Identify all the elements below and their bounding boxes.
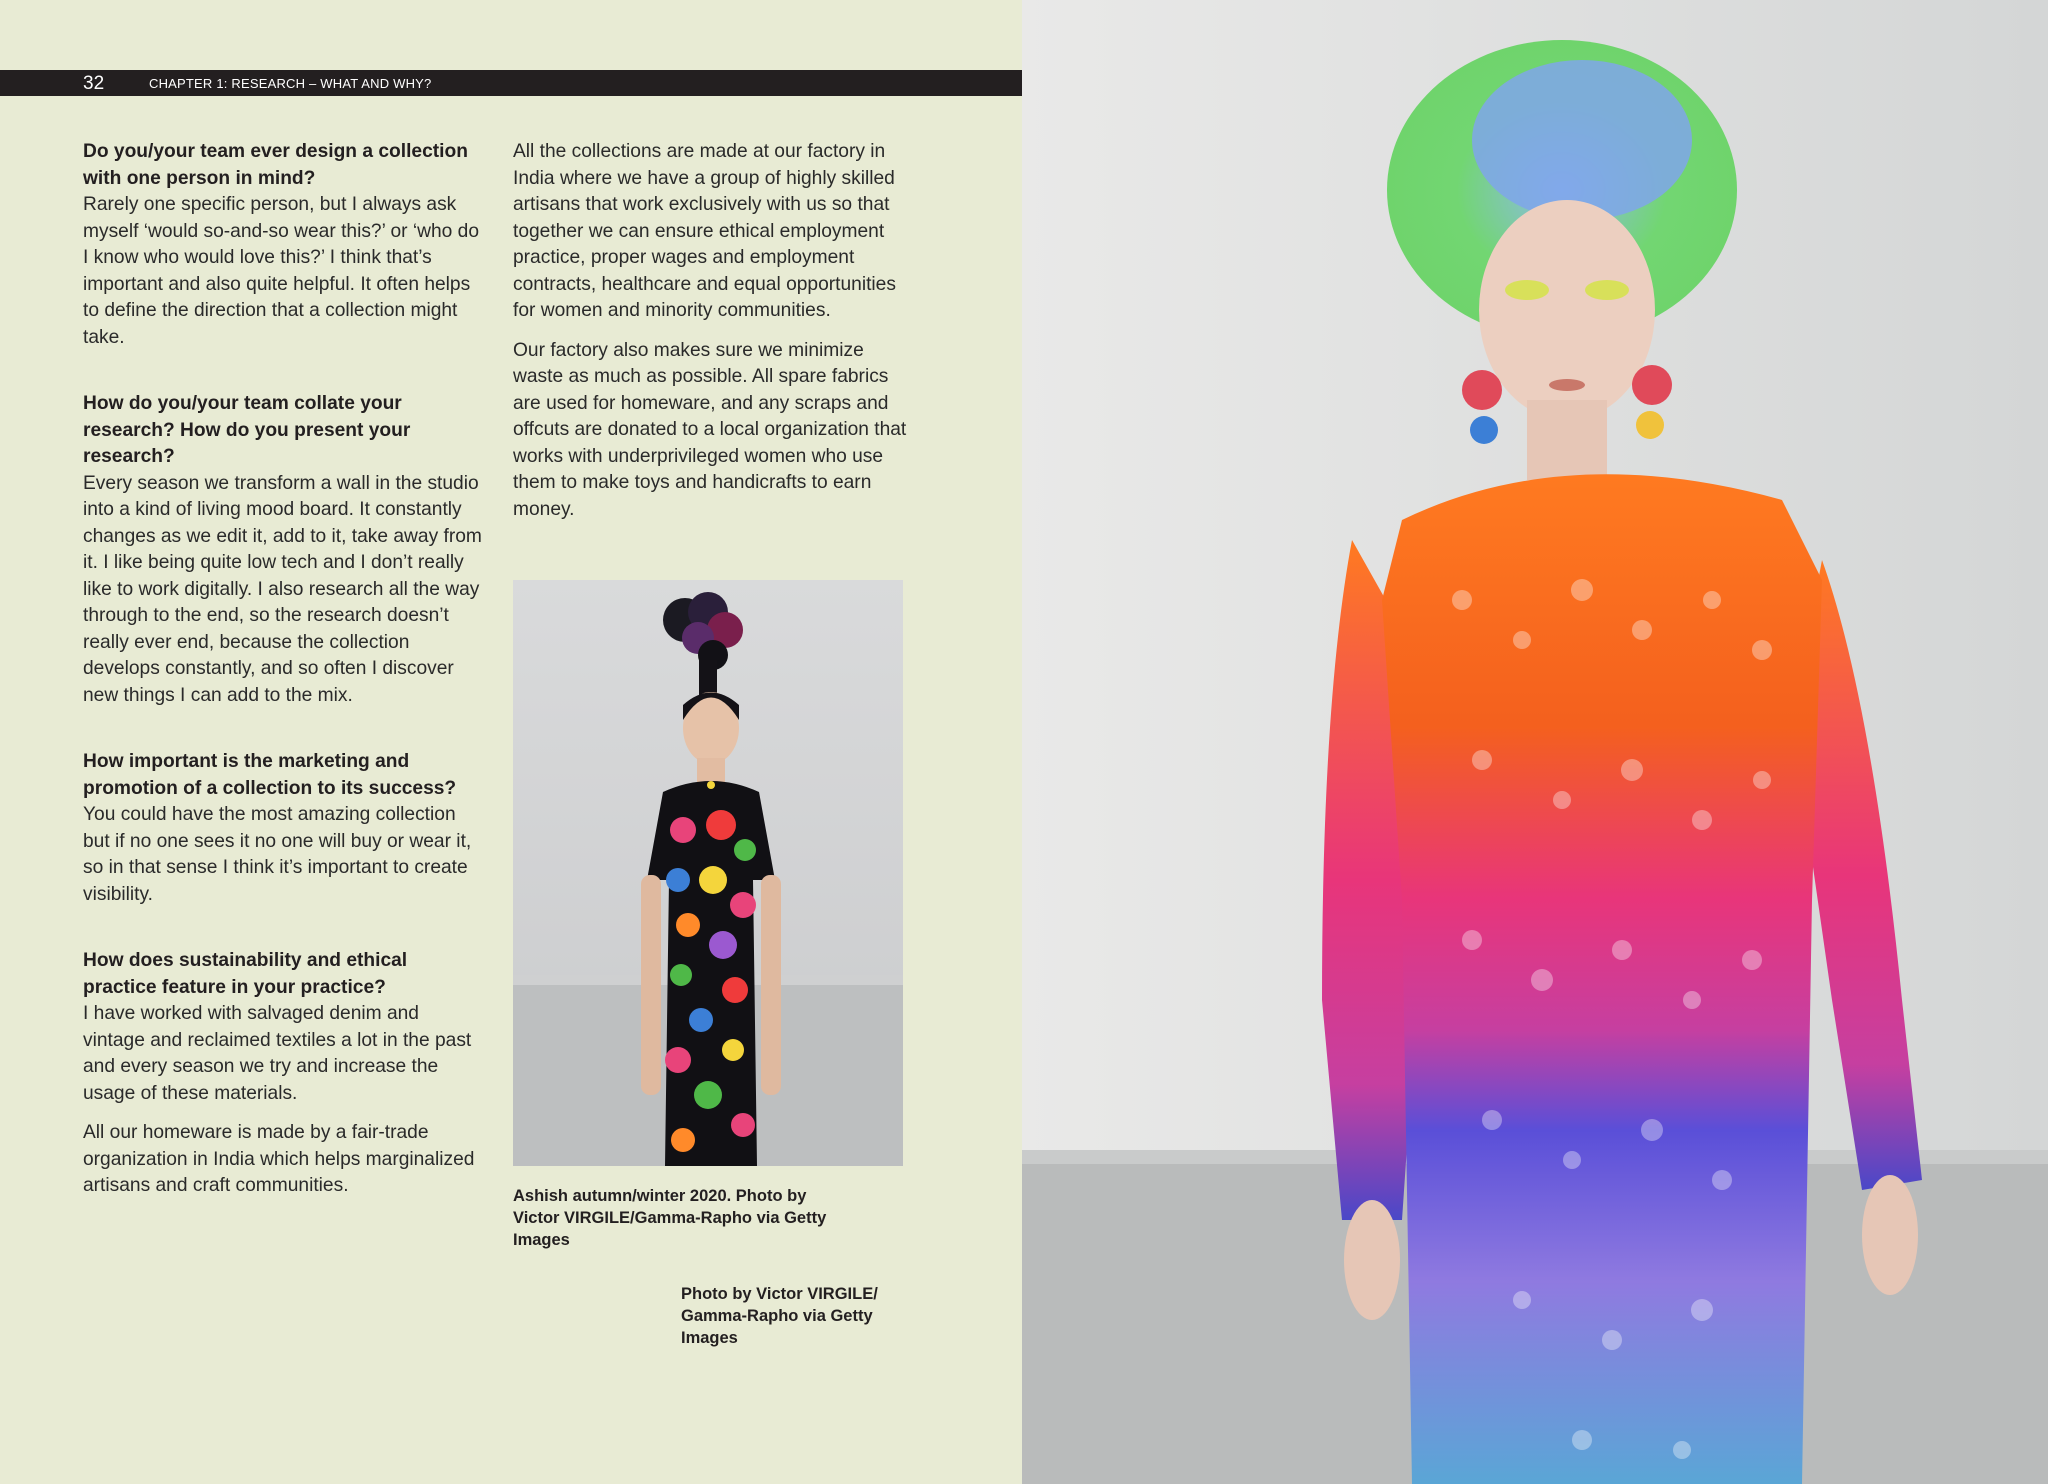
interview-question: How do you/your team collate your research? How do you present your research? xyxy=(83,393,411,467)
body-paragraph: Our factory also makes sure we minimize waste as much as possible. All spare fabrics are used for homeware, and any scraps and offcuts are donated to a local organization that works with underprivileged women who use them to make toys and handicrafts to earn money. xyxy=(513,339,907,520)
interview-answer: All our homeware is made by a fair-trade organization in India which helps marginalized artisans and craft communities. xyxy=(83,1122,475,1196)
photo-caption-credit: Photo by Victor VIRGILE/ Gamma-Rapho via Getty Images xyxy=(681,1285,878,1347)
photo-caption: Ashish autumn/winter 2020. Photo by Victor VIRGILE/Gamma-Rapho via Getty Images xyxy=(513,1187,827,1249)
interview-column-middle xyxy=(513,139,908,523)
runway-photo-large xyxy=(1022,0,2048,1484)
interview-answer: Every season we transform a wall in the studio into a kind of living mood board. It constantly changes as we edit it, add to it, take away from it. I like being quite low tech and I don’t really like to work digitally. I also research all the way through to the end, so the research doesn’t really ever end, because the collection develops constantly, and so often I discover new things I can add to the mix. xyxy=(83,472,482,706)
qa-block xyxy=(83,139,483,351)
interview-question: How important is the marketing and promotion of a collection to its success? xyxy=(83,751,457,799)
qa-block xyxy=(83,948,483,1200)
page-number: 32 xyxy=(83,73,105,94)
interview-question: How does sustainability and ethical practice feature in your practice? xyxy=(83,950,408,998)
interview-answer: Rarely one specific person, but I always ask myself ‘would so-and-so wear this?’ or ‘who do I know who would love this?’ I think that’s important and also quite helpful. It often helps to define the direction that a collection might take. xyxy=(83,194,480,348)
runway-photo-small xyxy=(513,580,903,1166)
running-header xyxy=(0,70,1022,96)
qa-block xyxy=(83,391,483,709)
left-page xyxy=(0,0,1022,1484)
interview-question: Do you/your team ever design a collection with one person in mind? xyxy=(83,141,468,189)
interview-column-left xyxy=(83,139,483,1240)
runway-photo-large-illustration xyxy=(1022,0,2048,1484)
runway-photo-illustration xyxy=(513,580,903,1166)
interview-answer: You could have the most amazing collection but if no one sees it no one will buy or wear it, so in that sense I think it’s important to create visibility. xyxy=(83,804,472,905)
body-paragraph: All the collections are made at our factory in India where we have a group of highly skilled artisans that work exclusively with us so that together we can ensure ethical employment practice, proper wages and employment contracts, healthcare and equal opportunities for women and minority communities. xyxy=(513,141,896,321)
interview-answer: I have worked with salvaged denim and vintage and reclaimed textiles a lot in the past and every season we try and increase the usage of these materials. xyxy=(83,1003,472,1104)
qa-block xyxy=(83,749,483,908)
chapter-title: CHAPTER 1: RESEARCH – WHAT AND WHY? xyxy=(149,76,432,91)
